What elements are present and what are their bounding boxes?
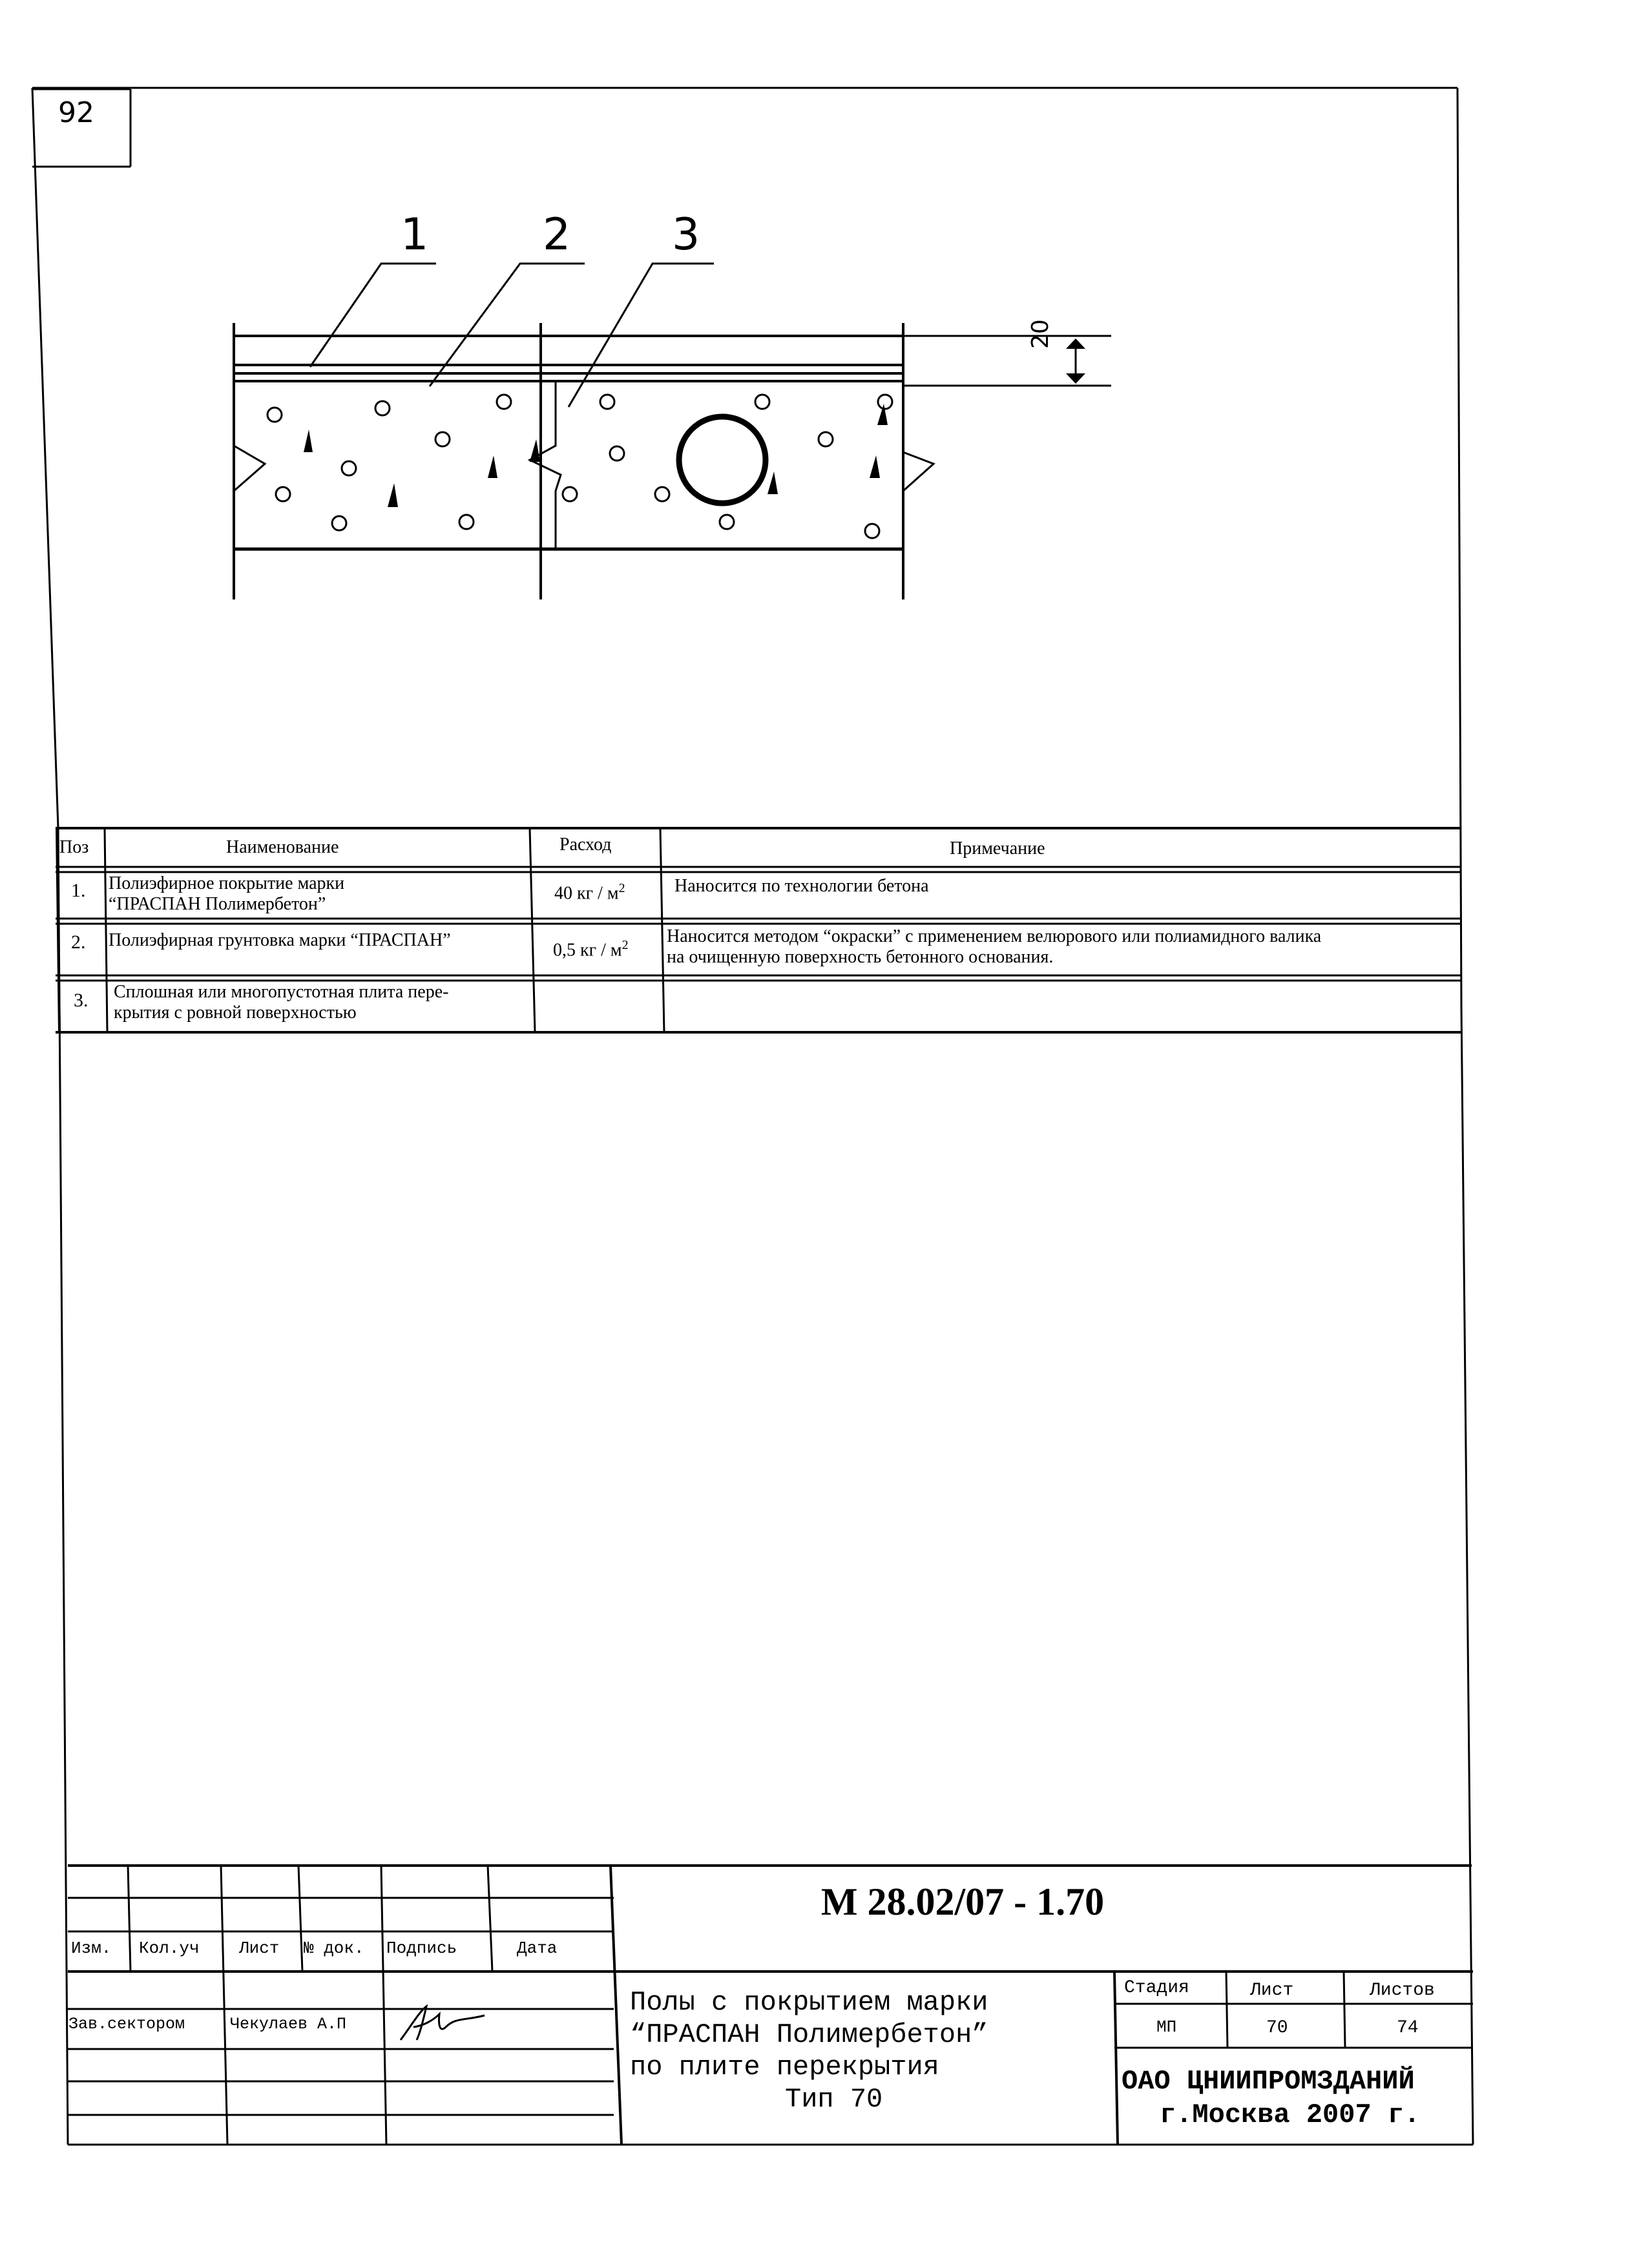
row-1-name-line2: “ПРАСПАН Полимербетон”: [109, 894, 326, 914]
sheets-label: Листов: [1370, 1981, 1435, 2001]
row-3-name-line1: Сплошная или многопустотная плита пере-: [114, 982, 449, 1002]
sheet-label: Лист: [1250, 1981, 1294, 2001]
callout-2: 2: [543, 209, 571, 260]
row-1-note: Наносится по технологии бетона: [674, 876, 929, 896]
city-year: г.Москва 2007 г.: [1160, 2099, 1421, 2130]
header-name: Наименование: [226, 837, 339, 857]
row-1-rate: 40 кг / $м^2$: [554, 881, 625, 904]
doc-code: М 28.02/07 - 1.70: [820, 1880, 1105, 1923]
title-line-2: “ПРАСПАН Полимербетон”: [630, 2019, 988, 2050]
callout-3: 3: [672, 209, 700, 260]
title-line-1: Полы с покрытием марки: [630, 1987, 988, 2018]
col-date: Дата: [517, 1939, 558, 1958]
col-kol-uch: Кол.уч: [139, 1939, 200, 1958]
sheets-value: 74: [1397, 2018, 1419, 2038]
title-line-3: по плите перекрытия: [630, 2052, 939, 2083]
col-doc-no: № док.: [304, 1939, 364, 1958]
col-signature: Подпись: [386, 1939, 457, 1958]
dimension-label: 20: [1027, 319, 1054, 349]
stage-label: Стадия: [1124, 1978, 1189, 1998]
row-2-note-line1: Наносится методом “окраски” с применением велюрового или полиамидного валика: [667, 926, 1322, 946]
header-pos: Поз: [59, 837, 89, 857]
sheet-value: 70: [1266, 2018, 1288, 2038]
row-2-pos: 2.: [71, 931, 86, 953]
person-name: Чекулаев А.П: [230, 2015, 347, 2034]
signature-mark: [394, 2001, 491, 2046]
row-3-name-line2: крытия с ровной поверхностью: [114, 1003, 357, 1023]
row-3-pos: 3.: [74, 990, 89, 1011]
col-izm: Изм.: [71, 1939, 112, 1958]
callout-1: 1: [401, 209, 429, 260]
row-1-name-line1: Полиэфирное покрытие марки: [109, 873, 345, 893]
header-note: Примечание: [950, 838, 1045, 858]
title-line-4: Тип 70: [785, 2084, 883, 2115]
row-2-rate: 0,5 кг / $м^2$: [553, 938, 629, 961]
col-list: Лист: [239, 1939, 280, 1958]
sheet-number: 92: [58, 96, 94, 129]
row-2-name-line1: Полиэфирная грунтовка марки “ПРАСПАН”: [109, 930, 451, 950]
row-1-pos: 1.: [71, 880, 86, 901]
stage-value: МП: [1156, 2017, 1177, 2037]
header-rate: Расход: [559, 835, 612, 855]
role-label: Зав.сектором: [68, 2015, 185, 2034]
row-2-note-line2: на очищенную поверхность бетонного основания.: [667, 947, 1054, 967]
org-name: ОАО ЦНИИПРОМЗДАНИЙ: [1122, 2066, 1415, 2097]
